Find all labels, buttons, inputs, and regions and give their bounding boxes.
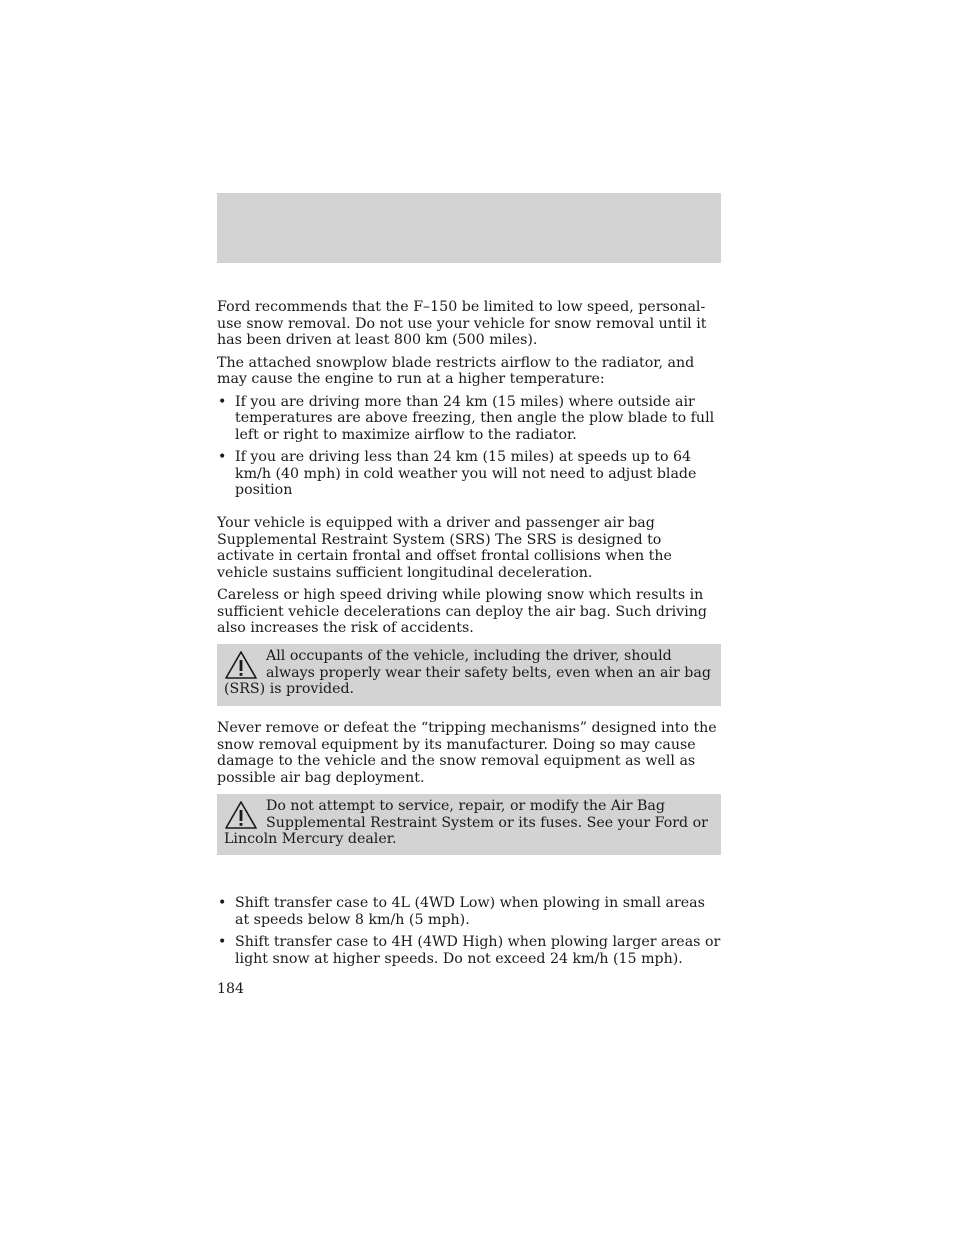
list-item: • If you are driving less than 24 km (15 miles) at speeds up to 64 km/h (40 mph) in cold weather you will not need to adjust blade position: [218, 449, 697, 498]
airbag-paragraph-1: Your vehicle is equipped with a driver and passenger air bag Supplemental Restraint System (SRS) The SRS is designed to activate in certain frontal and offset frontal collisions when the vehicle sustains sufficient longitudinal deceleration.: [217, 515, 672, 581]
warning-triangle-icon: [224, 650, 258, 680]
airflow-bullet-list: [217, 394, 721, 499]
intro-paragraph-1: Ford recommends that the F–150 be limited to low speed, personal-use snow removal. Do not use your vehicle for snow removal until it has been driven at least 800 km (500 miles).: [217, 299, 707, 348]
list-item: • Shift transfer case to 4H (4WD High) when plowing larger areas or light snow at higher speeds. Do not exceed 24 km/h (15 mph).: [218, 934, 721, 967]
page-number: 184: [217, 981, 245, 997]
list-item: • Shift transfer case to 4L (4WD Low) when plowing in small areas at speeds below 8 km/h (5 mph).: [218, 895, 705, 928]
intro-section: [217, 299, 721, 499]
bullet-glyph: •: [218, 393, 227, 410]
transfer-case-section: [217, 895, 721, 967]
section-header-bar: [217, 193, 721, 263]
warning-box-safety-belts: [217, 644, 721, 706]
tripping-section: [217, 720, 721, 786]
bullet-glyph: •: [218, 934, 227, 950]
intro-paragraph-2: The attached snowplow blade restricts airflow to the radiator, and may cause the engine to run at a higher temperature:: [217, 354, 695, 387]
bullet-glyph: •: [218, 895, 227, 911]
transfer-case-bullet-list: [217, 895, 721, 967]
warning-text: Do not attempt to service, repair, or modify the Air Bag Supplemental Restraint System or its fuses. See your Ford or Lincoln Mercury dealer.: [224, 798, 708, 847]
list-item: • If you are driving more than 24 km (15 miles) where outside air temperatures are above freezing, then angle the plow blade to full left or right to maximize airflow to the radiator.: [218, 393, 715, 443]
airbag-paragraph-2: Careless or high speed driving while plowing snow which results in sufficient vehicle decelerations can deploy the air bag. Such driving also increases the risk of accidents.: [217, 587, 707, 636]
warning-box-airbag-service: [217, 794, 721, 855]
warning-triangle-icon: [224, 800, 258, 830]
tripping-paragraph: Never remove or defeat the “tripping mechanisms” designed into the snow removal equipment by its manufacturer. Doing so may cause damage to the vehicle and the snow removal equipment as well as possible air bag deployment.: [217, 720, 717, 786]
bullet-glyph: •: [218, 449, 227, 465]
airbag-section: [217, 515, 721, 637]
warning-text: All occupants of the vehicle, including the driver, should always properly wear their safety belts, even when an air bag (SRS) is provided.: [224, 648, 711, 697]
